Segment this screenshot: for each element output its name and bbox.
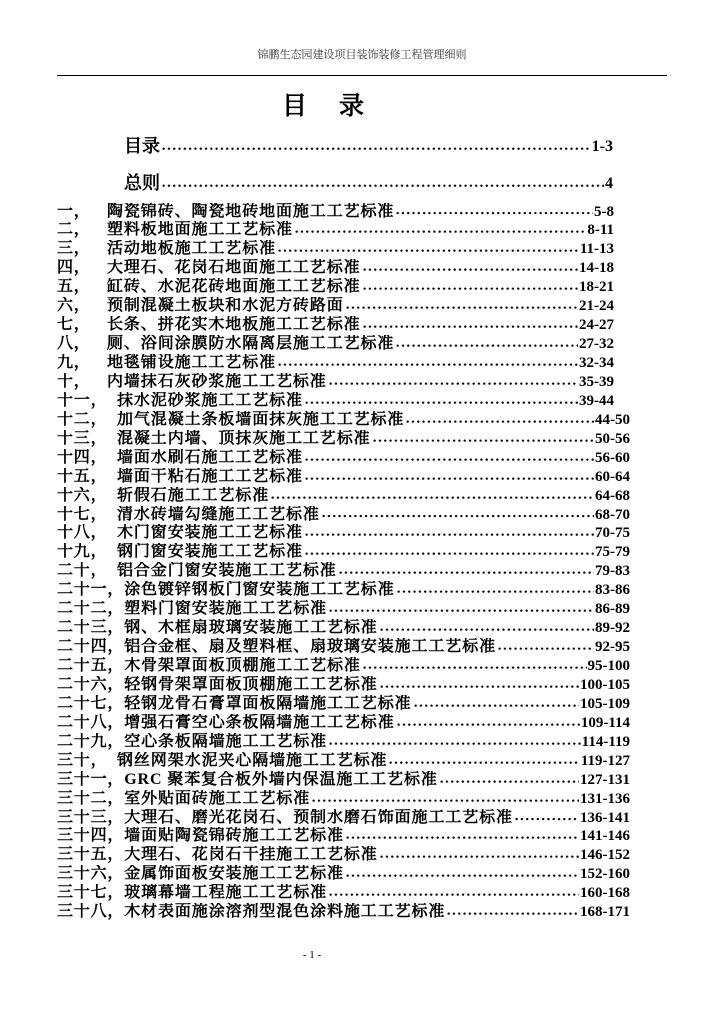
toc-entry-number: 十七， — [57, 505, 108, 523]
toc-entry-pages: 64-68 — [595, 487, 630, 504]
toc-dot-leader — [395, 335, 578, 354]
toc-entry — [57, 581, 630, 600]
toc-entry-title: 厕、浴间涂膜防水隔离层施工工艺标准 — [107, 335, 395, 353]
toc-entry — [57, 297, 614, 316]
toc-entry-number: 七， — [57, 316, 91, 334]
toc-heading: 目 录 — [282, 93, 368, 120]
toc-dot-leader — [379, 619, 594, 638]
toc-dot-leader — [362, 278, 578, 297]
toc-dot-leader — [321, 506, 594, 525]
toc-entry-pages: 11-13 — [579, 241, 614, 258]
toc-dot-leader — [161, 165, 604, 202]
toc-entry-pages: 95-100 — [587, 658, 630, 674]
toc-dot-leader — [304, 449, 594, 468]
toc-dot-leader — [294, 221, 586, 240]
header-rule — [57, 75, 667, 76]
toc-entry-number: 二， — [57, 221, 91, 239]
toc-entry-pages: 70-75 — [595, 525, 630, 542]
toc-entry — [57, 449, 630, 468]
toc-dot-leader — [497, 638, 594, 657]
toc-entry-pages: 18-21 — [579, 279, 614, 296]
toc-entry — [57, 809, 630, 828]
toc-dot-leader — [328, 600, 594, 619]
toc-entry-title: 空心条板隔墙施工工艺标准 — [124, 732, 328, 750]
toc-dot-leader — [304, 543, 594, 562]
toc-dot-leader — [161, 128, 591, 165]
toc-entry-title: 大理石、花岗石地面施工工艺标准 — [107, 259, 361, 277]
toc-entry — [57, 638, 630, 657]
toc-entry-title: 陶瓷锦砖、陶瓷地砖地面施工工艺标准 — [107, 202, 395, 220]
toc-entry-pages: 109-114 — [580, 714, 630, 731]
toc-entry-number: 三十三， — [57, 808, 125, 826]
toc-entry-number: 二十三， — [57, 619, 125, 637]
toc-dot-leader — [372, 430, 594, 449]
toc-entry — [57, 752, 630, 771]
toc-entry-title: 活动地板施工工艺标准 — [107, 240, 277, 258]
toc-entry-pages: 79-83 — [595, 563, 630, 580]
toc-dot-leader — [396, 581, 594, 600]
toc-entry-number: 三十七， — [57, 884, 125, 902]
toc-entry — [57, 354, 614, 373]
toc-entry-title: 室外贴面砖施工工艺标准 — [124, 789, 311, 807]
toc-entry-pages: 32-34 — [579, 355, 614, 371]
toc-dot-leader — [277, 240, 579, 259]
toc-entry-number: 四， — [57, 259, 91, 277]
toc-entry-title: 铝合金框、扇及塑料框、扇玻璃安装施工工艺标准 — [124, 638, 497, 656]
toc-dot-leader — [405, 411, 594, 430]
toc-dot-leader — [446, 903, 579, 922]
toc-entry-title: 玻璃幕墙工程施工工艺标准 — [124, 884, 328, 902]
toc-entry-title: 铝合金门窗安装施工工艺标准 — [117, 562, 337, 580]
toc-entry-number: 二十二， — [57, 600, 125, 618]
toc-entry-pages: 100-105 — [580, 676, 630, 693]
toc-dot-leader — [362, 316, 578, 335]
toc-entry-pages: 5-8 — [594, 203, 614, 220]
toc-entry-number: 二十， — [57, 562, 108, 580]
toc-entry — [57, 562, 630, 581]
toc-entry — [57, 335, 614, 354]
toc-dot-leader — [328, 373, 578, 392]
toc-entry-number: 十二， — [57, 410, 108, 428]
toc-entry-title: 混凝土内墙、顶抹灰施工工艺标准 — [117, 429, 371, 447]
toc-front-entry — [124, 128, 613, 165]
toc-entry-title: 内墙抹石灰砂浆施工工艺标准 — [107, 372, 327, 390]
toc-entry-pages: 136-141 — [580, 809, 630, 826]
toc-entry-number: 十九， — [57, 543, 108, 561]
toc-entry-title: 预制混凝土板块和水泥方砖路面 — [107, 297, 344, 315]
toc-dot-leader — [439, 771, 579, 790]
toc-entry-title: 钢丝网架水泥夹心隔墙施工工艺标准 — [117, 751, 388, 769]
toc-entry-title: 加气混凝土条板墙面抹灰施工工艺标准 — [117, 410, 405, 428]
toc-entry-title: 清水砖墙勾缝施工工艺标准 — [117, 505, 320, 523]
toc-entry-title: 轻钢龙骨石膏罩面板隔墙施工工艺标准 — [124, 694, 412, 712]
toc-entry — [57, 506, 630, 525]
toc-front-entry — [124, 165, 613, 202]
running-header: 锦鹏生态园建设项目装饰装修工程管理细则 — [257, 49, 467, 61]
toc-dot-leader — [328, 884, 579, 903]
toc-entry-pages: 39-44 — [579, 392, 614, 409]
toc-entry — [57, 733, 630, 752]
toc-dot-leader — [270, 487, 594, 506]
toc-entry-number: 十， — [57, 372, 91, 390]
toc-entry-pages: 92-95 — [595, 639, 630, 656]
toc-entry — [57, 903, 630, 922]
toc-entry-title: 抹水泥砂浆施工工艺标准 — [117, 391, 303, 409]
toc-dot-leader — [277, 354, 578, 373]
toc-entry — [57, 468, 630, 487]
toc-entry-number: 二十六， — [57, 675, 125, 693]
toc-entry-pages: 60-64 — [595, 468, 630, 485]
toc-entry-pages: 105-109 — [580, 695, 630, 712]
toc-entry-number: 八， — [57, 335, 91, 353]
toc-entry-number: 二十四， — [57, 638, 125, 656]
toc-entry — [57, 714, 630, 733]
toc-entry-pages: 75-79 — [595, 544, 630, 561]
toc-entry-pages: 4 — [605, 175, 613, 192]
toc-entry-number: 十六， — [57, 486, 108, 504]
toc-entry-pages: 168-171 — [580, 904, 630, 921]
toc-entry-pages: 127-131 — [580, 771, 630, 788]
toc-entry-pages: 160-168 — [580, 885, 630, 902]
toc-entry-pages: 146-152 — [580, 847, 630, 864]
toc-entry — [57, 676, 630, 695]
toc-dot-leader — [328, 733, 581, 752]
toc-entry-title: 缸砖、水泥花砖地面施工工艺标准 — [107, 278, 361, 296]
toc-entry-number: 三十， — [57, 751, 108, 769]
toc-dot-leader — [304, 524, 594, 543]
toc-entry-title: 增强石膏空心条板隔墙施工工艺标准 — [124, 713, 395, 731]
toc-entry — [57, 221, 614, 240]
toc-dot-leader — [304, 392, 578, 411]
toc-entry-number: 十八， — [57, 524, 108, 542]
toc-entry-pages: 21-24 — [579, 298, 614, 315]
toc-dot-leader — [395, 203, 593, 222]
toc-entry-number: 十四， — [57, 448, 108, 466]
toc-entry-number: 五， — [57, 278, 91, 296]
toc-entry-title: 地毯铺设施工工艺标准 — [107, 354, 277, 371]
toc-entry-pages: 56-60 — [595, 449, 630, 466]
toc-entry — [57, 846, 630, 865]
toc-entry-number: 二十五， — [57, 657, 125, 674]
toc-entry-title: 钢门窗安装施工工艺标准 — [117, 543, 303, 561]
toc-entry-title: 钢、木框扇玻璃安装施工工艺标准 — [124, 619, 378, 637]
toc-entry — [57, 657, 630, 676]
toc-entry-title: 长条、拼花实木地板施工工艺标准 — [107, 316, 361, 334]
toc-entry-pages: 50-56 — [595, 430, 630, 447]
toc-entry-title: 大理石、花岗石干挂施工工艺标准 — [124, 846, 378, 864]
toc-entry-pages: 24-27 — [579, 317, 614, 334]
toc-entry-pages: 114-119 — [581, 733, 630, 750]
toc-entry — [57, 392, 614, 411]
toc-dot-leader — [413, 695, 579, 714]
toc-entry — [57, 203, 614, 222]
toc-entry-pages: 8-11 — [587, 222, 614, 239]
toc-entry-number: 三十一， — [57, 770, 125, 788]
toc-entry-title: 斩假石施工工艺标准 — [117, 486, 270, 504]
toc-entry — [57, 543, 630, 562]
toc-entry-title: 木骨架罩面板顶棚施工工艺标准 — [124, 657, 361, 674]
toc-entry-number: 三十五， — [57, 846, 125, 864]
toc-entry-pages: 27-32 — [579, 336, 614, 353]
toc-entry — [57, 259, 614, 278]
toc-entry-number: 二十一， — [57, 581, 125, 599]
toc-entry — [57, 600, 630, 619]
toc-entry-title: 墙面贴陶瓷锦砖施工工艺标准 — [124, 827, 344, 845]
toc-dot-leader — [388, 752, 579, 771]
toc-entry-pages: 141-146 — [580, 828, 630, 845]
toc-entry-pages: 44-50 — [595, 411, 630, 428]
toc-entry-number: 九， — [57, 354, 91, 371]
toc-entry — [57, 827, 630, 846]
toc-entry-pages: 35-39 — [579, 373, 614, 390]
toc-entry-number: 六， — [57, 297, 91, 315]
toc-entry-title: 墙面水刷石施工工艺标准 — [117, 448, 303, 466]
toc-entry — [57, 865, 630, 884]
toc-entry-title: 总则 — [124, 173, 160, 193]
toc-entry — [57, 316, 614, 335]
toc-entry-pages: 86-89 — [595, 601, 630, 618]
toc-entry-number: 十一， — [57, 391, 108, 409]
toc-entry-pages: 119-127 — [580, 752, 630, 769]
toc-dot-leader — [379, 676, 579, 695]
toc-dot-leader — [362, 259, 578, 278]
toc-dot-leader — [345, 865, 579, 884]
toc-dot-leader — [311, 790, 579, 809]
toc-entry-title: 木材表面施涂溶剂型混色涂料施工工艺标准 — [124, 903, 446, 921]
toc-entry-number: 二十九， — [57, 732, 125, 750]
toc-entry-title: 金属饰面板安装施工工艺标准 — [124, 865, 344, 883]
toc-entry-title: 木门窗安装施工工艺标准 — [117, 524, 303, 542]
toc-entry-title: 涂色镀锌钢板门窗安装施工工艺标准 — [124, 581, 395, 599]
toc-entry-pages: 89-92 — [595, 620, 630, 637]
toc-entry — [57, 619, 630, 638]
toc-entry — [57, 411, 630, 430]
toc-entry-title: 目录 — [124, 136, 160, 156]
toc-front-matter — [124, 128, 613, 202]
toc-entry — [57, 278, 614, 297]
toc-entry-title: GRC 聚苯复合板外墙内保温施工工艺标准 — [124, 770, 438, 788]
toc-entry-number: 十五， — [57, 467, 108, 485]
toc-entry — [57, 487, 630, 506]
toc-entry-title: 轻钢骨架罩面板顶棚施工工艺标准 — [124, 675, 378, 693]
toc-dot-leader — [379, 846, 579, 865]
toc-dot-leader — [396, 714, 580, 733]
toc-entry — [57, 884, 630, 903]
toc-dot-leader — [304, 468, 594, 487]
toc-entry-pages: 131-136 — [580, 790, 630, 807]
toc-entry-pages: 14-18 — [579, 260, 614, 277]
toc-dot-leader — [338, 562, 594, 581]
toc-entry-title: 墙面干粘石施工工艺标准 — [117, 467, 303, 485]
toc-dot-leader — [345, 827, 579, 846]
toc-entry-number: 二十七， — [57, 694, 125, 712]
toc-entry-pages: 152-160 — [580, 866, 630, 883]
toc-entry-pages: 1-3 — [591, 138, 613, 155]
toc-entry-pages: 83-86 — [595, 582, 630, 599]
toc-entry-number: 三， — [57, 240, 91, 258]
toc-entry-title: 塑料板地面施工工艺标准 — [107, 221, 293, 239]
toc-entry-pages: 68-70 — [595, 506, 630, 523]
toc-entry — [57, 790, 630, 809]
toc-entry — [57, 430, 630, 449]
toc-entry — [57, 240, 614, 259]
toc-entry-number: 三十八， — [57, 903, 125, 921]
toc-dot-leader — [362, 657, 587, 676]
toc-dot-leader — [345, 297, 578, 316]
page-number: - 1 - — [302, 949, 322, 961]
toc-entry — [57, 373, 614, 392]
toc-entry-number: 十三， — [57, 429, 108, 447]
toc-entry-number: 三十二， — [57, 789, 125, 807]
toc-entry-number: 三十六， — [57, 865, 125, 883]
toc-entry-title: 大理石、磨光花岗石、预制水磨石饰面施工工艺标准 — [124, 808, 513, 826]
toc-entry-title: 塑料门窗安装施工工艺标准 — [124, 600, 328, 618]
table-of-contents — [57, 203, 630, 923]
toc-entry — [57, 771, 630, 790]
toc-entry-number: 三十四， — [57, 827, 125, 845]
toc-entry — [57, 695, 630, 714]
toc-entry-number: 二十八， — [57, 713, 125, 731]
toc-dot-leader — [514, 809, 579, 828]
toc-entry — [57, 524, 630, 543]
toc-entry-number: 一， — [57, 202, 91, 220]
